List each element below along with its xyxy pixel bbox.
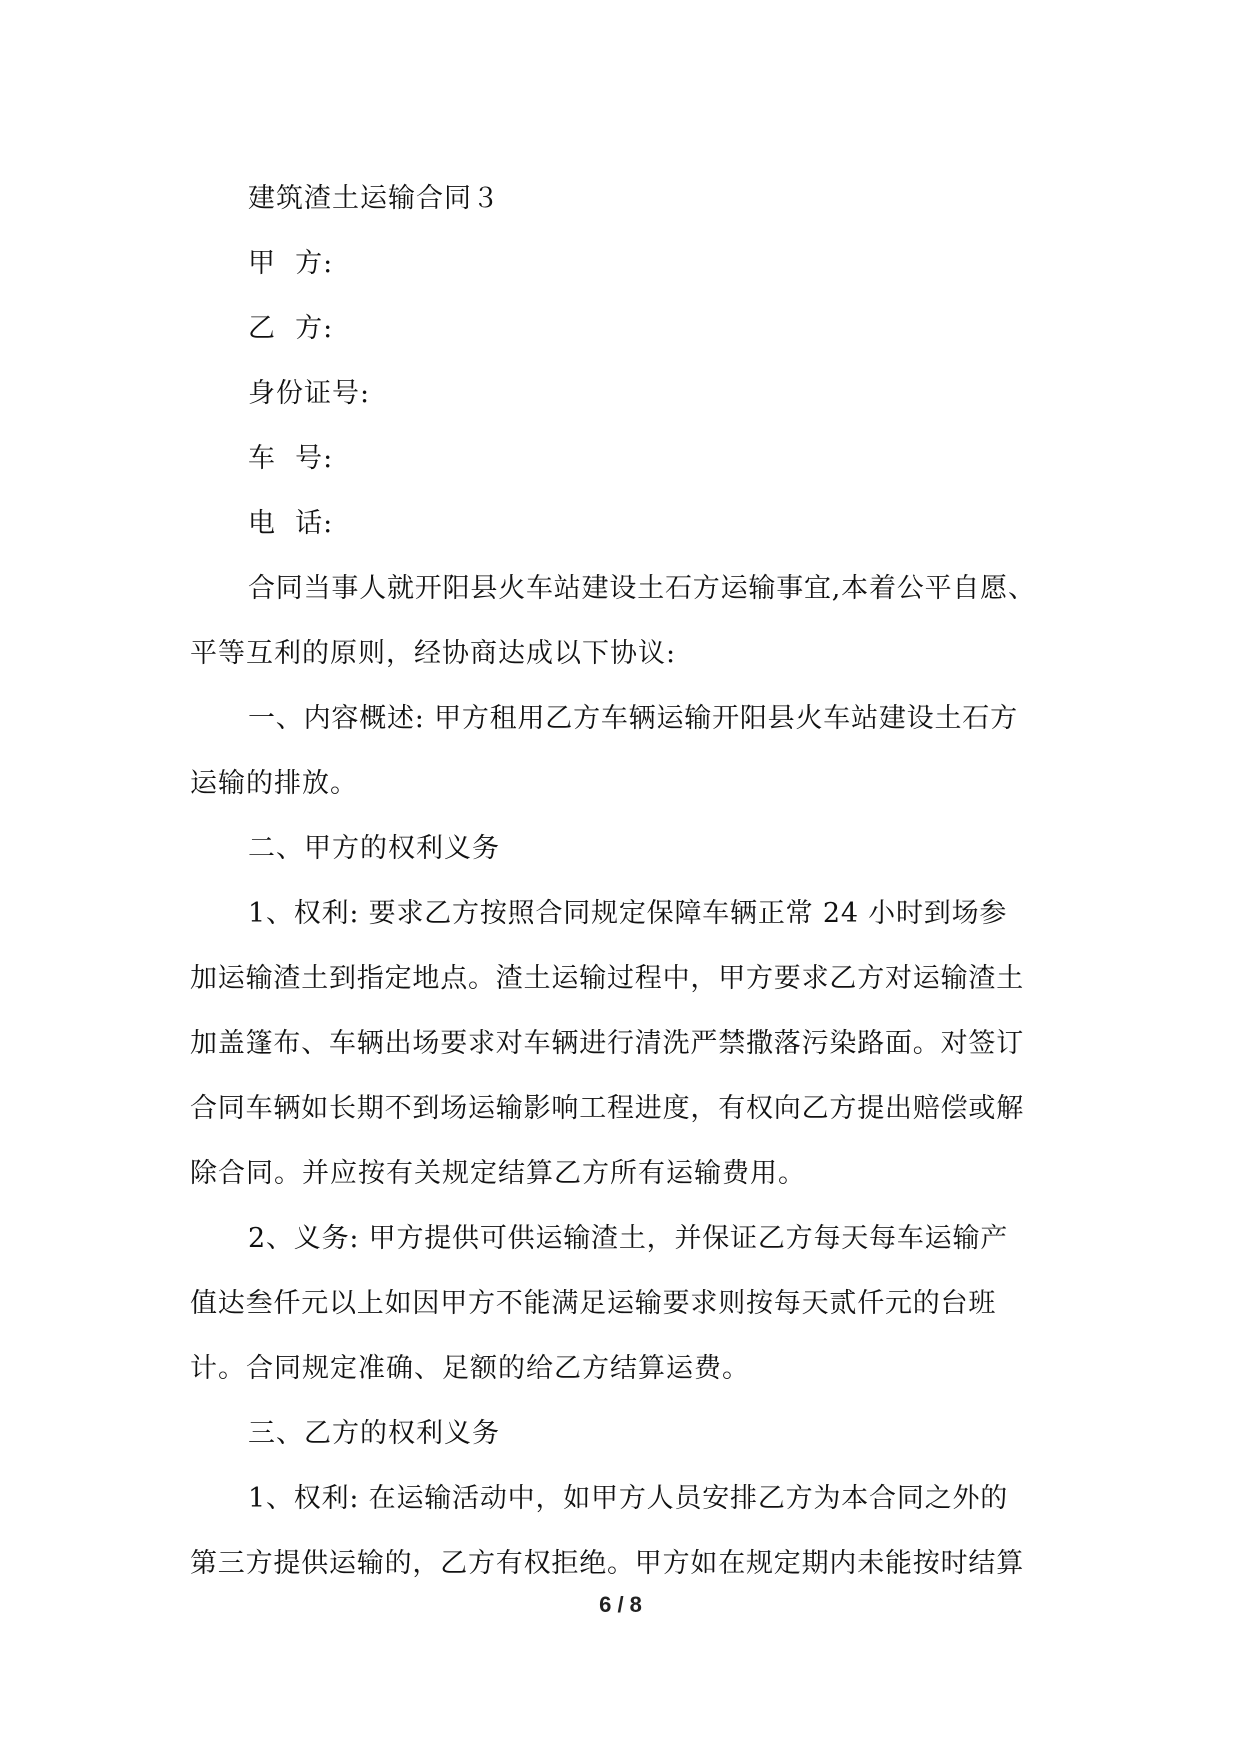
paragraph-line: 加运输渣土到指定地点。渣土运输过程中，甲方要求乙方对运输渣土 bbox=[190, 963, 1024, 994]
paragraph-line: 值达叁仟元以上如因甲方不能满足运输要求则按每天贰仟元的台班 bbox=[190, 1288, 997, 1319]
page-number: 6 / 8 bbox=[599, 1592, 642, 1617]
paragraph-line: 1、权利: 要求乙方按照合同规定保障车辆正常 24 小时到场参 bbox=[248, 898, 1008, 929]
section-heading-2: 二、甲方的权利义务 bbox=[248, 833, 500, 864]
party-b-field: 乙 方: bbox=[248, 313, 334, 344]
id-number-field: 身份证号: bbox=[248, 378, 371, 409]
document-body bbox=[190, 166, 1062, 1596]
party-a-field: 甲 方: bbox=[248, 248, 334, 279]
vehicle-number-field: 车 号: bbox=[248, 443, 334, 474]
paragraph-line: 计。合同规定准确、足额的给乙方结算运费。 bbox=[190, 1353, 750, 1384]
paragraph-line: 平等互利的原则，经协商达成以下协议: bbox=[190, 638, 677, 669]
contract-title: 建筑渣土运输合同３ bbox=[248, 183, 500, 214]
paragraph-line: 加盖篷布、车辆出场要求对车辆进行清洗严禁撒落污染路面。对签订 bbox=[190, 1028, 1024, 1059]
paragraph-line: 合同车辆如长期不到场运输影响工程进度，有权向乙方提出赔偿或解 bbox=[190, 1093, 1024, 1124]
paragraph-line: 第三方提供运输的，乙方有权拒绝。甲方如在规定期内未能按时结算 bbox=[190, 1548, 1024, 1579]
section-heading-3: 三、乙方的权利义务 bbox=[248, 1418, 500, 1449]
paragraph-line: 合同当事人就开阳县火车站建设土石方运输事宜,本着公平自愿、 bbox=[248, 573, 1036, 604]
paragraph-line: 运输的排放。 bbox=[190, 768, 358, 799]
paragraph-line: 除合同。并应按有关规定结算乙方所有运输费用。 bbox=[190, 1158, 806, 1189]
paragraph-line: 1、权利: 在运输活动中，如甲方人员安排乙方为本合同之外的 bbox=[248, 1483, 1009, 1514]
paragraph-line: 2、义务: 甲方提供可供运输渣土，并保证乙方每天每车运输产 bbox=[248, 1223, 1009, 1254]
section-heading-1: 一、内容概述: 甲方租用乙方车辆运输开阳县火车站建设土石方 bbox=[248, 703, 1018, 734]
phone-field: 电 话: bbox=[248, 508, 334, 539]
